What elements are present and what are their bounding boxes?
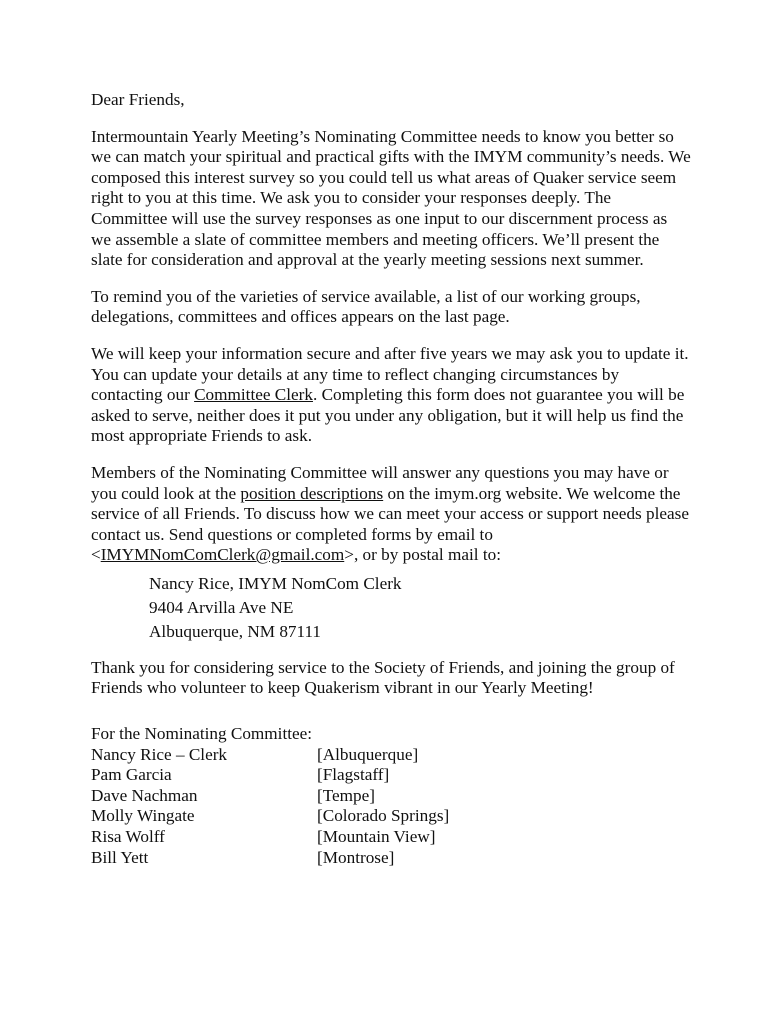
position-descriptions-link[interactable]: position descriptions (240, 483, 384, 503)
member-row (91, 786, 691, 807)
paragraph-contact (91, 463, 691, 566)
privacy-text-start: We will keep your information secure and after five years we may ask you to update it. You can update your details at any time to reflect changing circumstances by contacting our (91, 343, 689, 405)
greeting: Dear Friends, (91, 90, 185, 109)
contact-text-middle: on the imym.org website. We welcome the service of all Friends. To discuss how we can meet your access or support needs please contact us. Send questions or completed forms by email to < (91, 483, 689, 565)
member-row (91, 765, 691, 786)
member-place: [Montrose] (317, 847, 395, 867)
address-line-street: 9404 Arvilla Ave NE (149, 597, 294, 617)
paragraph-intro: Intermountain Yearly Meeting’s Nominating Committee needs to know you better so we can match your spiritual and practical gifts with the IMYM community’s needs. We composed this interest survey so you could tell us what areas of Quaker service seem right to you at this time. We ask you to consider your responses deeply. The Committee will use the survey responses as one input to our discernment process as we assemble a slate of committee members and meeting officers. We’ll present the slate for consideration and approval at the yearly meeting sessions next summer. (91, 126, 691, 270)
member-place: [Colorado Springs] (317, 806, 450, 826)
member-name: Molly Wingate (91, 806, 195, 826)
contact-text-start: Members of the Nominating Committee will answer any questions you may have or you could look at the (91, 462, 669, 503)
committee-member-list (91, 745, 691, 869)
member-name: Pam Garcia (91, 765, 172, 785)
contact-text-end: >, or by postal mail to: (344, 545, 501, 565)
member-row (91, 827, 691, 848)
member-place: [Flagstaff] (317, 765, 390, 785)
member-name: Risa Wolff (91, 827, 165, 847)
address-line-city: Albuquerque, NM 87111 (149, 621, 322, 641)
member-place: [Mountain View] (317, 827, 436, 847)
postal-address (91, 572, 691, 644)
member-place: [Albuquerque] (317, 744, 419, 764)
paragraph-privacy (91, 344, 691, 447)
committee-clerk-link[interactable]: Committee Clerk (194, 385, 313, 405)
member-name: Nancy Rice – Clerk (91, 744, 228, 764)
member-name: Dave Nachman (91, 785, 198, 805)
signoff: For the Nominating Committee: (91, 724, 313, 744)
member-name: Bill Yett (91, 847, 149, 867)
address-line-name: Nancy Rice, IMYM NomCom Clerk (149, 573, 402, 593)
paragraph-varieties: To remind you of the varieties of service available, a list of our working groups, delegations, committees and offices appears on the last page. (91, 286, 641, 327)
member-row (91, 806, 691, 827)
member-row (91, 745, 691, 766)
paragraph-thanks: Thank you for considering service to the Society of Friends, and joining the group of Friends who volunteer to keep Quakerism vibrant in our Yearly Meeting! (91, 657, 675, 698)
privacy-text-end: . Completing this form does not guarantee you will be asked to serve, neither does it put you under any obligation, but it will help us find the most appropriate Friends to ask. (91, 385, 685, 446)
member-place: [Tempe] (317, 785, 375, 805)
member-row (91, 848, 691, 869)
email-link[interactable]: IMYMNomComClerk@gmail.com (100, 545, 345, 565)
letter (91, 90, 691, 868)
